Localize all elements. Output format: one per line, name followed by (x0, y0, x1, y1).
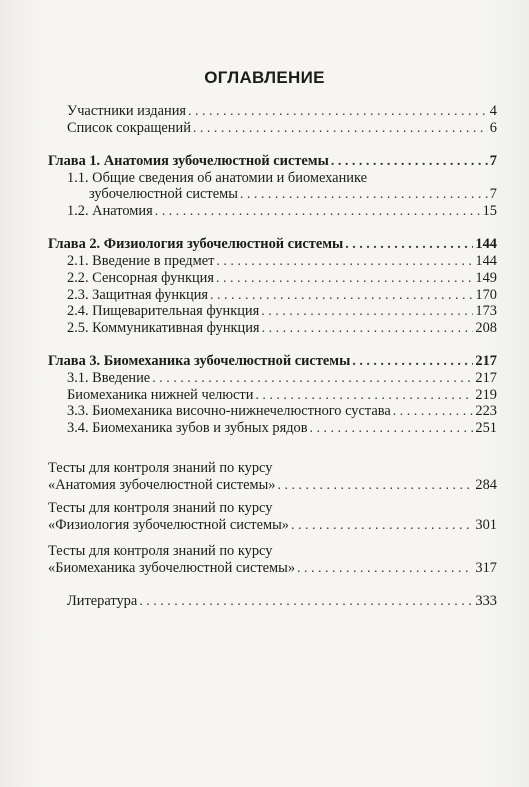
toc-entry-page: 6 (489, 120, 497, 136)
toc-tests-anatomy[interactable] (48, 477, 497, 494)
leader-dots (152, 370, 473, 387)
leader-dots (216, 253, 473, 270)
toc-entry-label: 2.2. Сенсорная функция (67, 270, 215, 286)
toc-section-3-1[interactable] (67, 370, 497, 387)
leader-dots (139, 593, 473, 610)
leader-dots (155, 203, 481, 220)
toc-section-3-2[interactable] (67, 387, 497, 404)
toc-entry-page: 4 (489, 103, 497, 119)
toc-section-2-4[interactable] (67, 303, 497, 320)
leader-dots (345, 236, 473, 253)
toc-entry-label: 2.1. Введение в предмет (67, 253, 215, 269)
toc-tests-physiology[interactable] (48, 517, 497, 534)
toc-entry-abbreviations[interactable] (67, 120, 497, 137)
toc-chapter-2[interactable] (48, 236, 497, 253)
toc-entry-label: Литература (67, 593, 138, 609)
leader-dots (262, 320, 474, 337)
leader-dots (331, 153, 488, 170)
toc-entry-label: 2.4. Пищеварительная функция (67, 303, 260, 319)
leader-dots (352, 353, 473, 370)
toc-entry-page: 284 (475, 477, 497, 493)
leader-dots (216, 270, 473, 287)
toc-entry-page: 317 (475, 560, 497, 576)
toc-entry-label: Глава 1. Анатомия зубочелюстной системы (48, 153, 329, 169)
leader-dots (261, 303, 473, 320)
toc-section-2-3[interactable] (67, 287, 497, 304)
toc-entry-contributors[interactable] (67, 103, 497, 120)
toc-entry-label: 2.3. Защитная функция (67, 287, 209, 303)
leader-dots (277, 477, 473, 494)
leader-dots (193, 120, 488, 137)
toc-entry-label: «Биомеханика зубочелюстной системы» (48, 560, 296, 576)
toc-entry-page: 144 (475, 253, 497, 269)
leader-dots (291, 517, 473, 534)
toc-entry-page: 7 (489, 153, 497, 169)
toc-entry-page: 173 (475, 303, 497, 319)
toc-entry-label: Глава 3. Биомеханика зубочелюстной системы (48, 353, 351, 369)
toc-entry-page: 149 (475, 270, 497, 286)
toc-section-2-5[interactable] (67, 320, 497, 337)
toc-entry-page: 7 (489, 186, 497, 202)
toc-entry-page: 301 (475, 517, 497, 533)
leader-dots (255, 387, 473, 404)
toc-entry-page: 333 (475, 593, 497, 609)
leader-dots (310, 420, 474, 437)
toc-entry-label: Биомеханика нижней челюсти (67, 387, 254, 403)
toc-entry-label: 3.4. Биомеханика зубов и зубных рядов (67, 420, 308, 436)
toc-entry-page: 217 (475, 353, 497, 369)
toc-entry-page: 223 (475, 403, 497, 419)
toc-entry-label: «Физиология зубочелюстной системы» (48, 517, 289, 533)
toc-entry-label: Глава 2. Физиология зубочелюстной системы (48, 236, 344, 252)
toc-section-1-1[interactable] (89, 186, 497, 203)
leader-dots (210, 287, 473, 304)
toc-chapter-1[interactable] (48, 153, 497, 170)
toc-entry-label-line1: Тесты для контроля знаний по курсу (48, 500, 273, 516)
toc-entry-page: 170 (475, 287, 497, 303)
toc-section-3-4[interactable] (67, 420, 497, 437)
toc-entry-label: 3.3. Биомеханика височно-нижнечелюстного сустава (67, 403, 391, 419)
toc-entry-label: 3.1. Введение (67, 370, 151, 386)
toc-entry-label: Список сокращений (67, 120, 191, 136)
leader-dots (297, 560, 473, 577)
toc-entry-label: 1.2. Анатомия (67, 203, 153, 219)
toc-entry-page: 251 (475, 420, 497, 436)
toc-entry-literature[interactable] (67, 593, 497, 610)
toc-entry-label: зубочелюстной системы (89, 186, 238, 202)
toc-entry-label-line1: 1.1. Общие сведения об анатомии и биомеханике (67, 170, 367, 186)
toc-entry-label: Участники издания (67, 103, 187, 119)
toc-entry-page: 219 (475, 387, 497, 403)
page-title: ОГЛАВЛЕНИЕ (204, 68, 325, 87)
leader-dots (393, 403, 474, 420)
toc-entry-label-line1: Тесты для контроля знаний по курсу (48, 460, 273, 476)
toc-entry-page: 208 (475, 320, 497, 336)
toc-chapter-3[interactable] (48, 353, 497, 370)
toc-entry-page: 144 (475, 236, 497, 252)
leader-dots (240, 186, 488, 203)
toc-entry-label: 2.5. Коммуникативная функция (67, 320, 260, 336)
toc-entry-label: «Анатомия зубочелюстной системы» (48, 477, 276, 493)
leader-dots (188, 103, 488, 120)
toc-entry-page: 15 (482, 203, 497, 219)
toc-section-2-1[interactable] (67, 253, 497, 270)
toc-entry-page: 217 (475, 370, 497, 386)
toc-entry-label-line1: Тесты для контроля знаний по курсу (48, 543, 273, 559)
toc-section-1-2[interactable] (67, 203, 497, 220)
toc-section-3-3[interactable] (67, 403, 497, 420)
toc-section-2-2[interactable] (67, 270, 497, 287)
toc-tests-biomechanics[interactable] (48, 560, 497, 577)
